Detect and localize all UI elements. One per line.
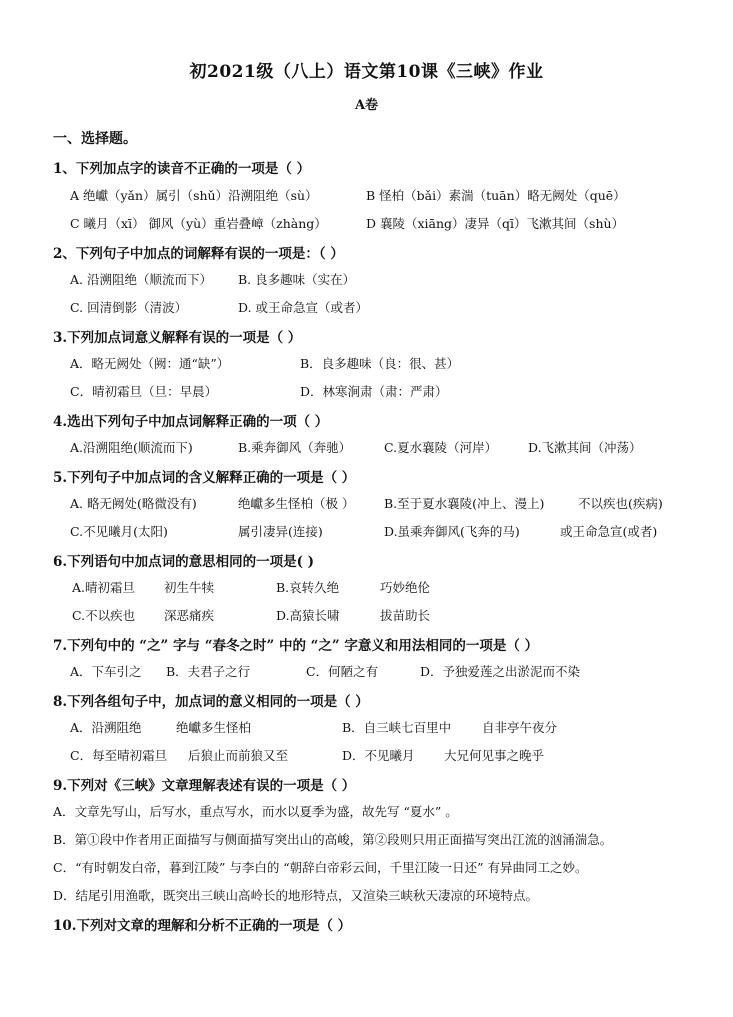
question-9-option-c: C．“有时朝发白帝，暮到江陵” 与李白的 “朝辞白帝彩云间，千里江陵一日还” 有异曲同工之妙。 xyxy=(53,860,588,875)
question-8-option-d-second: 大兄何见事之晚乎 xyxy=(444,748,545,763)
question-5-option-b: B.至于夏水襄陵(冲上、漫上) xyxy=(384,496,545,511)
question-4-option-b: B.乘奔御风（奔驰） xyxy=(238,440,352,455)
question-2-option-c: C. 回清倒影（清波） xyxy=(70,300,188,315)
question-6-option-b-second: 巧妙绝伦 xyxy=(380,580,431,595)
question-3-option-a: A．略无阙处（阙：通“缺”） xyxy=(70,356,230,371)
page-title: 初2021级（八上）语文第10课《三峡》作业 xyxy=(189,62,544,82)
question-6-option-a: A.晴初霜旦 xyxy=(72,580,136,595)
question-5-option-d: D.虽乘奔御风(飞奔的马) xyxy=(384,524,520,539)
question-5-stem: 5.下列句子中加点词的含义解释正确的一项是（ ） xyxy=(53,470,356,486)
question-9-option-d: D．结尾引用渔歌，既突出三峡山高岭长的地形特点，又渲染三峡秋天凄凉的环境特点。 xyxy=(53,888,539,903)
question-8-option-a-second: 绝巘多生怪柏 xyxy=(176,720,252,735)
question-2-option-a: A. 沿溯阻绝（顺流而下） xyxy=(70,272,212,287)
question-8-option-b-second: 自非亭午夜分 xyxy=(482,720,558,735)
question-7-option-b: B．夫君子之行 xyxy=(166,664,251,679)
question-8-option-c: C．每至晴初霜旦 xyxy=(70,748,168,763)
question-5-option-d-second: 或王命急宣(或者) xyxy=(560,524,658,539)
question-2-stem: 2、下列句子中加点的词解释有误的一项是：（ ） xyxy=(53,246,344,262)
question-1-option-b: B 怪柏（bǎi）素湍（tuān）略无阙处（quē） xyxy=(366,188,626,203)
question-4-option-d: D.飞漱其间（冲荡） xyxy=(528,440,642,455)
question-1-option-a: A 绝巘（yǎn）属引（shǔ）沿溯阻绝（sù） xyxy=(70,188,318,203)
question-3-option-d: D．林寒涧肃（肃：严肃） xyxy=(300,384,448,399)
question-8-option-b: B．自三峡七百里中 xyxy=(342,720,452,735)
question-8-option-a: A．沿溯阻绝 xyxy=(70,720,142,735)
question-6-option-c-second: 深恶痛疾 xyxy=(164,608,215,623)
question-7-option-a: A．下车引之 xyxy=(70,664,142,679)
question-10-stem: 10.下列对文章的理解和分析不正确的一项是（ ） xyxy=(53,918,352,934)
question-1-option-d: D 襄陵（xiāng）凄异（qī）飞漱其间（shù） xyxy=(366,216,625,231)
question-7-stem: 7.下列句中的 “之” 字与 “春冬之时” 中的 “之” 字意义和用法相同的一项是（ ） xyxy=(53,638,539,654)
question-3-option-b: B．良多趣味（良：很、甚） xyxy=(300,356,460,371)
question-8-stem: 8.下列各组句子中，加点词的意义相同的一项是（ ） xyxy=(53,694,369,710)
question-6-option-b: B.哀转久绝 xyxy=(276,580,340,595)
question-4-option-a: A.沿溯阻绝(顺流而下) xyxy=(70,440,193,455)
question-7-option-d: D．予独爱莲之出淤泥而不染 xyxy=(420,664,581,679)
question-5-option-c: C.不见曦月(太阳) xyxy=(70,524,168,539)
question-5-option-c-second: 属引凄异(连接) xyxy=(238,524,323,539)
question-2-option-b: B. 良多趣味（实在） xyxy=(238,272,356,287)
question-8-option-d: D．不见曦月 xyxy=(342,748,415,763)
question-9-stem: 9.下列对《三峡》文章理解表述有误的一项是（ ） xyxy=(53,778,356,794)
page-subtitle: A卷 xyxy=(354,98,379,113)
question-5-option-a-second: 绝巘多生怪柏（极 ） xyxy=(238,496,355,511)
question-9-option-a: A．文章先写山，后写水，重点写水，而水以夏季为盛，故先写 “夏水” 。 xyxy=(53,804,458,819)
question-9-option-b: B．第①段中作者用正面描写与侧面描写突出山的高峻，第②段则只用正面描写突出江流的汹涌湍急。 xyxy=(53,832,613,847)
question-2-option-d: D. 或王命急宣（或者） xyxy=(238,300,369,315)
question-8-option-c-second: 后狼止而前狼又至 xyxy=(188,748,289,763)
question-6-stem: 6.下列语句中加点词的意思相同的一项是( ) xyxy=(53,554,315,570)
question-7-option-c: C．何陋之有 xyxy=(306,664,379,679)
question-3-stem: 3.下列加点词意义解释有误的一项是（ ） xyxy=(53,330,302,346)
question-6-option-a-second: 初生牛犊 xyxy=(164,580,215,595)
question-4-stem: 4.选出下列句子中加点词解释正确的一项（ ） xyxy=(53,414,329,430)
question-6-option-d: D.高猿长啸 xyxy=(276,608,340,623)
question-5-option-b-second: 不以疾也(疾病) xyxy=(578,496,663,511)
question-6-option-d-second: 拔苗助长 xyxy=(380,608,431,623)
section-heading: 一、选择题。 xyxy=(53,131,137,147)
question-3-option-c: C．晴初霜旦（旦：早晨） xyxy=(70,384,218,399)
question-5-option-a: A. 略无阙处(略微没有) xyxy=(70,496,197,511)
question-1-stem: 1、下列加点字的读音不正确的一项是（ ） xyxy=(53,161,311,177)
question-6-option-c: C.不以疾也 xyxy=(72,608,136,623)
question-1-option-c: C 曦月（xī） 御风（yù）重岩叠嶂（zhàng） xyxy=(70,216,327,231)
question-4-option-c: C.夏水襄陵（河岸） xyxy=(384,440,498,455)
